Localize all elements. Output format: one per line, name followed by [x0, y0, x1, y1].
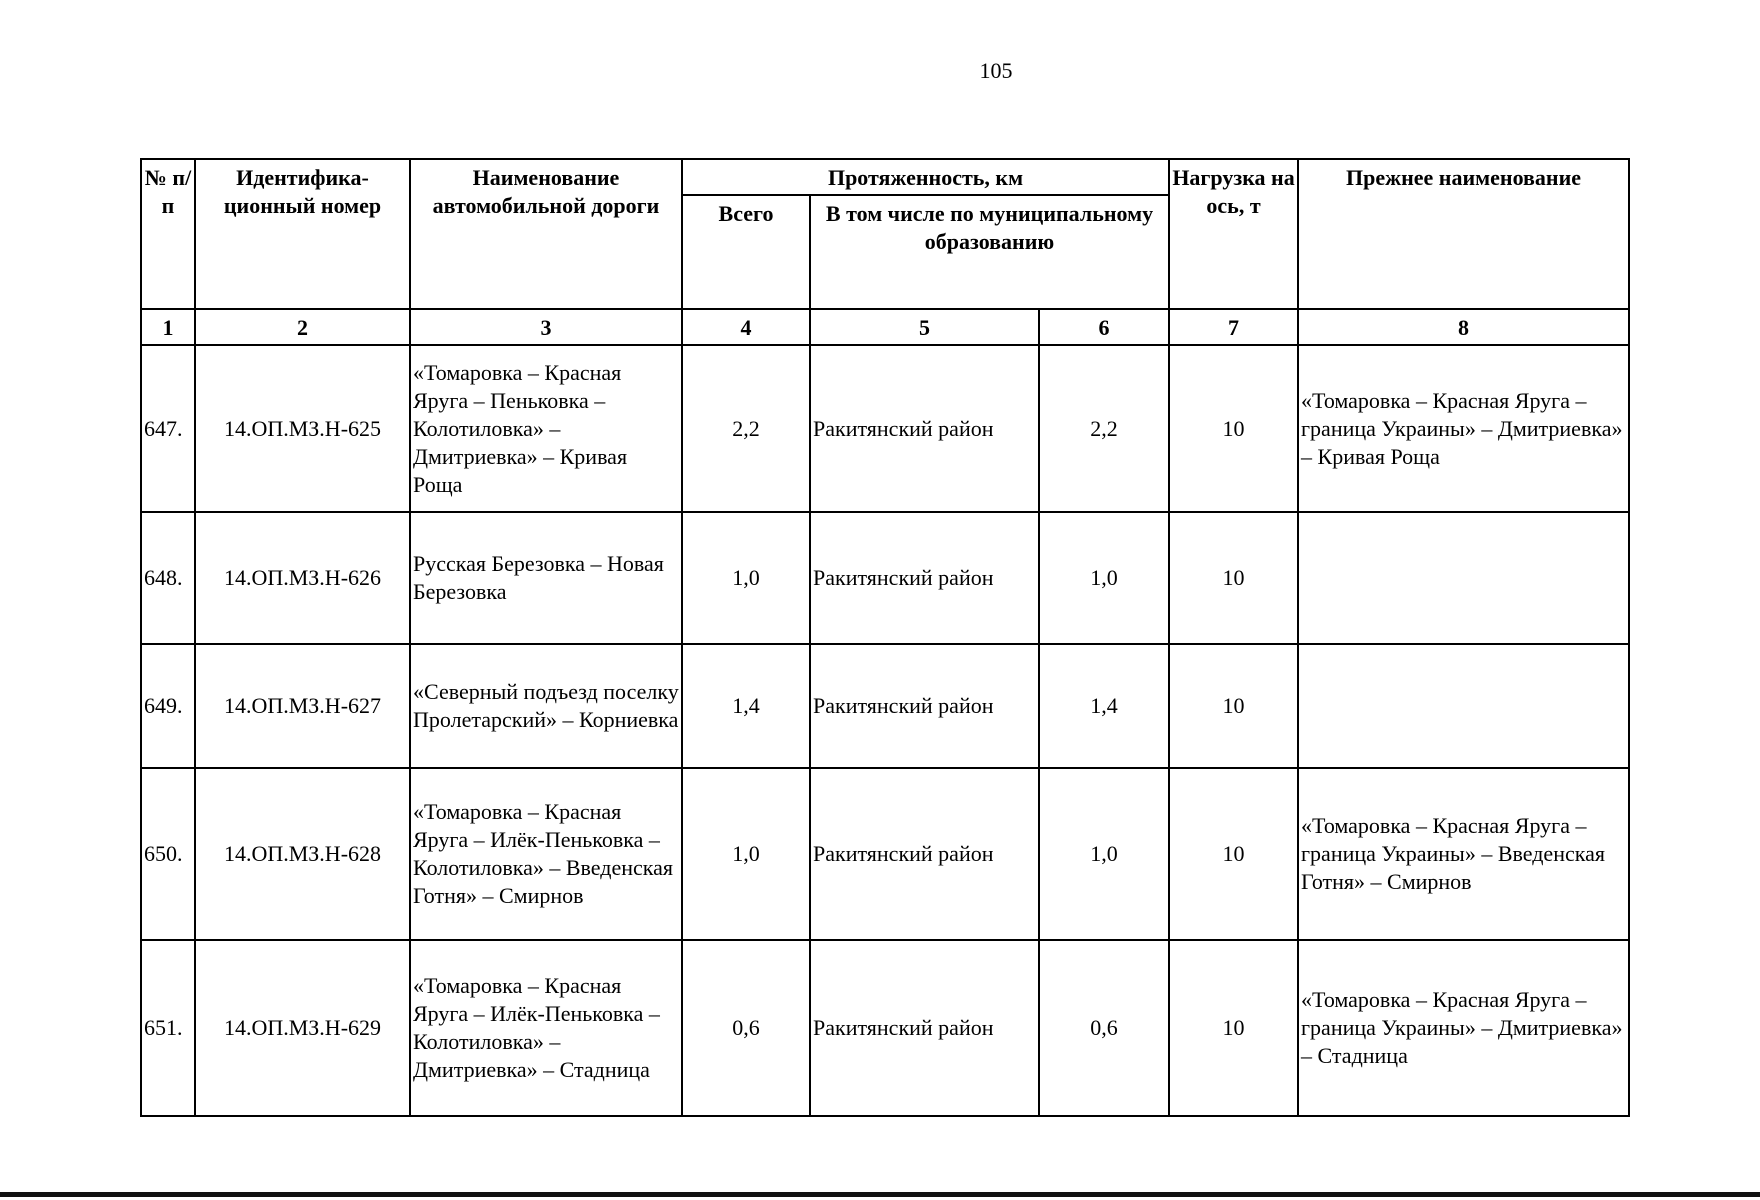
- row-axle-load: 10: [1169, 940, 1298, 1116]
- row-num: 650.: [141, 768, 195, 940]
- row-total-length: 1,0: [682, 512, 810, 644]
- row-total-length: 0,6: [682, 940, 810, 1116]
- table-row: [141, 768, 1629, 940]
- row-district-length: 1,0: [1039, 512, 1169, 644]
- row-district: Ракитянский район: [810, 512, 1039, 644]
- row-district-length: 1,0: [1039, 768, 1169, 940]
- row-num: 651.: [141, 940, 195, 1116]
- column-number: 3: [410, 309, 682, 345]
- row-num: 649.: [141, 644, 195, 768]
- header-load: Нагрузка на ось, т: [1169, 159, 1298, 309]
- table-row: [141, 345, 1629, 512]
- row-district-length: 2,2: [1039, 345, 1169, 512]
- row-axle-load: 10: [1169, 644, 1298, 768]
- column-number: 7: [1169, 309, 1298, 345]
- row-id: 14.ОП.МЗ.Н-625: [195, 345, 410, 512]
- row-former-name: [1298, 512, 1629, 644]
- row-district-length: 0,6: [1039, 940, 1169, 1116]
- row-id: 14.ОП.МЗ.Н-628: [195, 768, 410, 940]
- header-total: Всего: [682, 195, 810, 309]
- row-axle-load: 10: [1169, 512, 1298, 644]
- column-numbers-row: [141, 309, 1629, 345]
- table-row: [141, 940, 1629, 1116]
- column-number: 5: [810, 309, 1039, 345]
- row-road-name: «Томаровка – Красная Яруга – Пеньковка – Колотиловка» – Дмитриевка» – Кривая Роща: [410, 345, 682, 512]
- row-district-length: 1,4: [1039, 644, 1169, 768]
- column-number: 6: [1039, 309, 1169, 345]
- row-district: Ракитянский район: [810, 768, 1039, 940]
- row-num: 647.: [141, 345, 195, 512]
- roads-table: [140, 158, 1630, 1117]
- row-former-name: «Томаровка – Красная Яруга – граница Украины» – Дмитриевка» – Кривая Роща: [1298, 345, 1629, 512]
- header-row-top: [141, 159, 1629, 195]
- row-axle-load: 10: [1169, 345, 1298, 512]
- row-district: Ракитянский район: [810, 345, 1039, 512]
- header-id: Идентифика-ционный номер: [195, 159, 410, 309]
- row-axle-load: 10: [1169, 768, 1298, 940]
- bottom-rule: [0, 1192, 1760, 1197]
- header-municipal: В том числе по муниципальному образованию: [810, 195, 1169, 309]
- row-road-name: Русская Березовка – Новая Березовка: [410, 512, 682, 644]
- row-total-length: 1,0: [682, 768, 810, 940]
- row-road-name: «Томаровка – Красная Яруга – Илёк-Пеньковка – Колотиловка» – Дмитриевка» – Стадница: [410, 940, 682, 1116]
- row-id: 14.ОП.МЗ.Н-629: [195, 940, 410, 1116]
- header-length: Протяженность, км: [682, 159, 1169, 195]
- column-number: 8: [1298, 309, 1629, 345]
- row-road-name: «Томаровка – Красная Яруга – Илёк-Пеньковка – Колотиловка» – Введенская Готня» – Смирнов: [410, 768, 682, 940]
- row-id: 14.ОП.МЗ.Н-626: [195, 512, 410, 644]
- row-district: Ракитянский район: [810, 644, 1039, 768]
- column-number: 4: [682, 309, 810, 345]
- header-num: № п/п: [141, 159, 195, 309]
- row-former-name: «Томаровка – Красная Яруга – граница Украины» – Дмитриевка» – Стадница: [1298, 940, 1629, 1116]
- row-num: 648.: [141, 512, 195, 644]
- row-total-length: 2,2: [682, 345, 810, 512]
- column-number: 1: [141, 309, 195, 345]
- row-id: 14.ОП.МЗ.Н-627: [195, 644, 410, 768]
- page-number: 105: [979, 58, 1013, 83]
- header-name: Наименование автомобильной дороги: [410, 159, 682, 309]
- table-row: [141, 512, 1629, 644]
- row-former-name: [1298, 644, 1629, 768]
- column-number: 2: [195, 309, 410, 345]
- row-total-length: 1,4: [682, 644, 810, 768]
- table-row: [141, 644, 1629, 768]
- header-former: Прежнее наименование: [1298, 159, 1629, 309]
- row-former-name: «Томаровка – Красная Яруга – граница Украины» – Введенская Готня» – Смирнов: [1298, 768, 1629, 940]
- row-road-name: «Северный подъезд поселку Пролетарский» – Корниевка: [410, 644, 682, 768]
- row-district: Ракитянский район: [810, 940, 1039, 1116]
